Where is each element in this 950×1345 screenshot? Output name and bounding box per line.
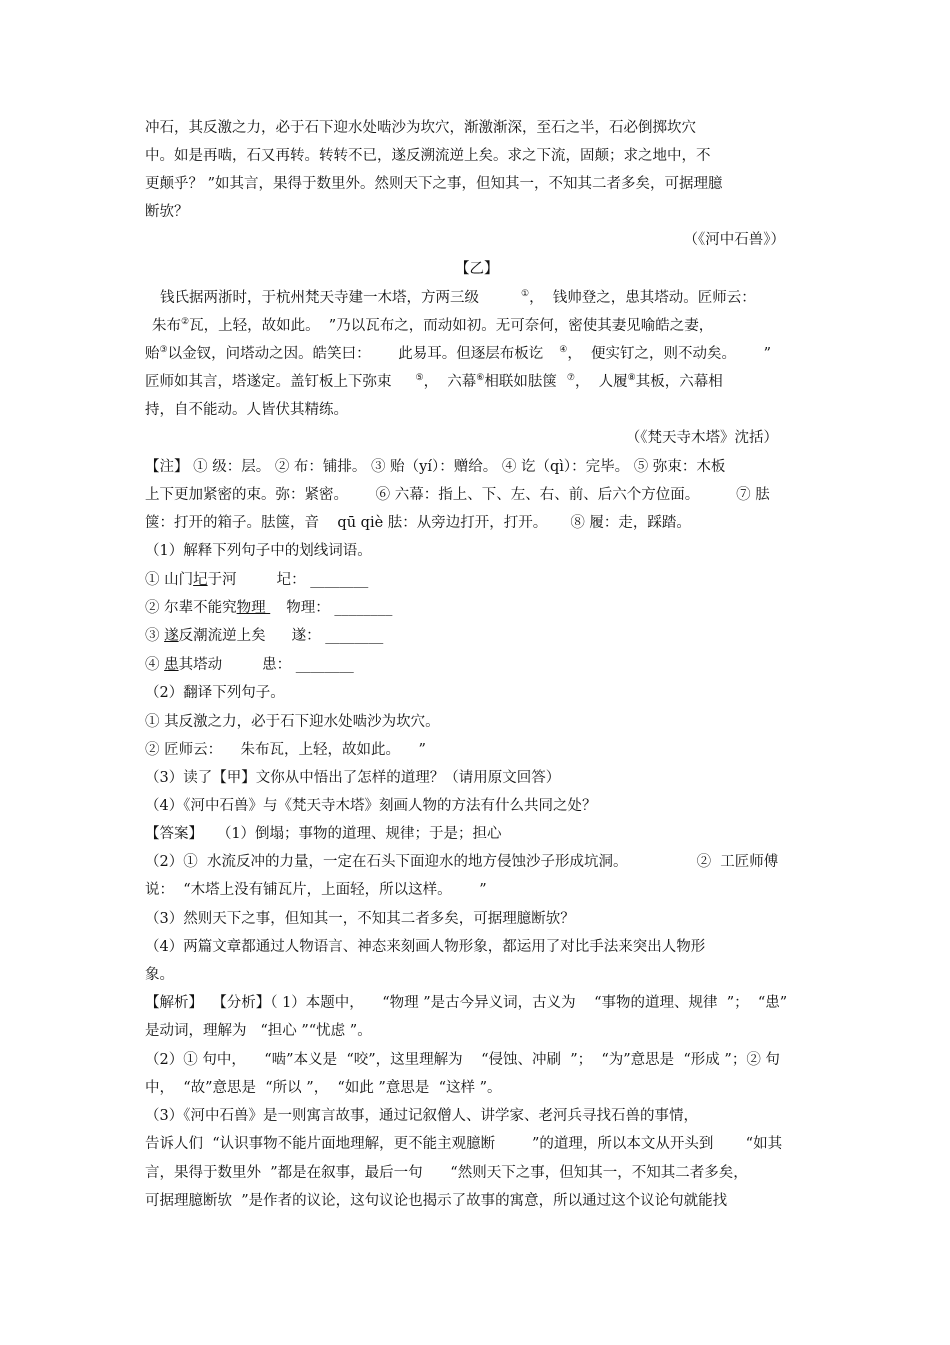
answer-blank: ________	[334, 600, 393, 616]
answer-line: 说： “木塔上没有铺瓦片，上面轻，所以这样。 ”	[145, 882, 487, 898]
answer-line: （2）① 水流反冲的力量，一定在石头下面迎水的地方侵蚀沙子形成坑洞。 ② 工匠师傅	[145, 854, 779, 870]
analysis-line: 是动词，理解为 “担心 ”“忧虑 ”。	[145, 1023, 372, 1039]
question-4: （4）《河中石兽》与《梵天寺木塔》刻画人物的方法有什么共同之处？	[145, 798, 597, 814]
passage-line: 断欤？	[145, 204, 189, 220]
notes-line: 【注】 ① 级：层。 ② 布：铺排。 ③ 贻（yí）：赠给。 ④ 讫（qì）：完毕。 ⑤ 弥束：木板	[145, 459, 726, 475]
answer-line: 象。	[145, 967, 174, 983]
passage-line: 中。如是再啮，石又再转。转转不已，遂反溯流逆上矣。求之下流，固颠；求之地中，不	[145, 148, 711, 164]
analysis-line: 可据理臆断欤 ”是作者的议论，这句议论也揭示了故事的寓意，所以通过这个议论句就能找	[145, 1193, 728, 1209]
passage-yi-line-4: 匠师如其言，塔遂定。盖钉板上下弥束 ⑤， 六幕⑥相联如胠箧 ⑦， 人履⑧其板，六幕相	[145, 373, 723, 390]
question-1-item: ② 尔辈不能究物理 物理： ________	[145, 600, 393, 616]
question-2-item: ② 匠师云： 朱布瓦，上轻，故如此。 ”	[145, 742, 426, 758]
passage-yi-line-5: 持，自不能动。人皆伏其精练。	[145, 402, 348, 418]
notes-line: 箧：打开的箱子。胠箧，音 qū qiè 胠：从旁边打开，打开。 ⑧ 履：走，踩踏。	[145, 515, 691, 531]
section-heading-yi: 【乙】	[455, 261, 499, 277]
source-citation-jia: （《河中石兽》）	[683, 232, 785, 248]
analysis-line: （3）《河中石兽》是一则寓言故事，通过记叙僧人、讲学家、老河兵寻找石兽的事情，	[145, 1108, 698, 1124]
passage-yi-line-2: 朱布②瓦，上轻，故如此。 ”乃以瓦布之，而动如初。无可奈何，密使其妻见喻皓之妻，	[152, 317, 714, 334]
analysis-line: 言，果得于数里外 ”都是在叙事，最后一句 “然则天下之事，但知其一，不知其二者多矣，	[145, 1165, 748, 1181]
question-3: （3）读了【甲】文你从中悟出了怎样的道理？（请用原文回答）	[145, 770, 561, 786]
analysis-line: 中， “故”意思是 “所以 ”， “如此 ”意思是 “这样 ”。	[145, 1080, 502, 1096]
source-citation-yi: （《梵天寺木塔》沈括）	[625, 430, 778, 446]
answer-blank: ________	[310, 572, 369, 588]
answer-line: 【答案】 （1）倒塌；事物的道理、规律；于是；担心	[145, 826, 502, 842]
answer-line: （3）然则天下之事，但知其一，不知其二者多矣，可据理臆断欤？	[145, 911, 575, 927]
analysis-line: （2）① 句中， “啮”本义是 “咬”，这里理解为 “侵蚀、冲刷 ”； “为”意思是 “形成 ”；② 句	[145, 1052, 780, 1068]
question-1-item: ④ 患其塔动 患： ________	[145, 657, 354, 673]
answer-blank: ________	[295, 657, 354, 673]
question-1-item: ① 山门圮于河 圮： ________	[145, 572, 369, 588]
answer-line: （4）两篇文章都通过人物语言、神态来刻画人物形象，都运用了对比手法来突出人物形	[145, 939, 706, 955]
analysis-line: 告诉人们 “认识事物不能片面地理解，更不能主观臆断 ”的道理，所以本文从开头到 “如其	[145, 1136, 783, 1152]
answer-blank: ________	[325, 628, 384, 644]
passage-yi-line-3: 贻③以金钗，问塔动之因。皓笑曰： 此易耳。但逐层布板讫 ④， 便实钉之，则不动矣。 ”	[145, 345, 772, 362]
passage-yi-line-1: 钱氏据两浙时，于杭州梵天寺建一木塔，方两三级 ①， 钱帅登之，患其塔动。匠师云：	[160, 289, 756, 306]
passage-line: 冲石，其反激之力，必于石下迎水处啮沙为坎穴，渐激渐深，至石之半，石必倒掷坎穴	[145, 120, 696, 136]
question-1-title: （1）解释下列句子中的划线词语。	[145, 543, 372, 559]
question-2-title: （2）翻译下列句子。	[145, 685, 285, 701]
question-2-item: ① 其反激之力，必于石下迎水处啮沙为坎穴。	[145, 714, 440, 730]
question-1-item: ③ 遂反潮流逆上矣 遂： ________	[145, 628, 384, 644]
passage-line: 更颠乎？ ”如其言，果得于数里外。然则天下之事，但知其一，不知其二者多矣，可据理臆	[145, 176, 723, 192]
notes-line: 上下更加紧密的束。弥：紧密。 ⑥ 六幕：指上、下、左、右、前、后六个方位面。 ⑦ 胠	[145, 487, 770, 503]
analysis-line: 【解析】 【分析】（ 1）本题中， “物理 ”是古今异义词，古义为 “事物的道理、规律 ”； “患”	[145, 995, 788, 1011]
